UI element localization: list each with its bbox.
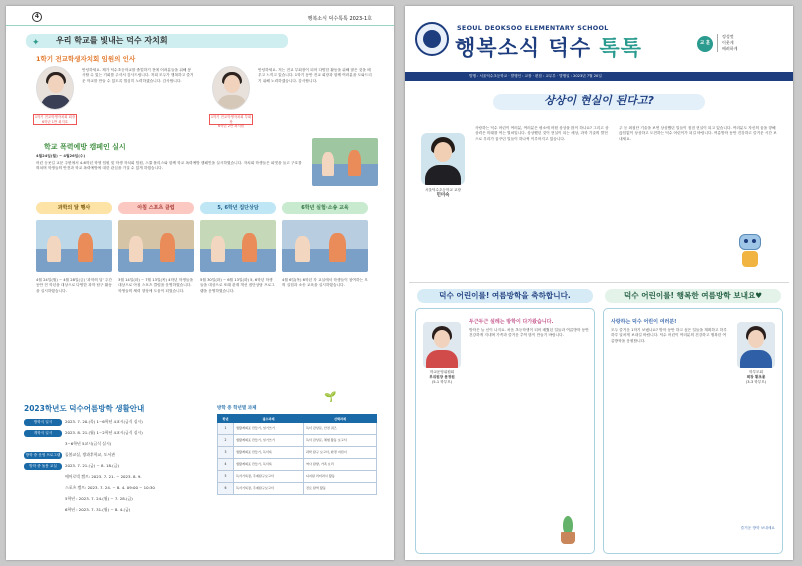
schedule-label [24, 482, 62, 489]
table-row [218, 423, 377, 435]
masthead [405, 6, 793, 72]
principal-text-right: 주 등 최첨단 기술을 보면 상상했던 일들이 점점 현실이 되고 있습니다. 여러분도 자신의 꿈을 향해 끊임없이 상상하고 도전하는 덕수 어린이가 되길 바랍니다. 여름방학 동안 건강하고 즐거운 시간 보내세요. [619, 126, 777, 141]
table-cell: 독서기록장, 주제탐구보고서 [234, 471, 304, 483]
sports-club-tag: 아침 스포츠 클럽 [118, 202, 194, 214]
schedule-value: 5학년 : 2023. 7. 24.(월) ~ 7. 28.(금) [65, 496, 133, 501]
table-cell: 2 [218, 435, 234, 447]
vice-president-photo [212, 66, 250, 110]
vacation-guide-title: 2023학년도 덕수어름방학 생활안내 [24, 404, 145, 413]
table-row [218, 435, 377, 447]
table-header: 학년 [218, 415, 234, 423]
science-month-text: 4월 24일(월) ~ 4월 28일(금) '과학의 달' 주간 동안 전 학년을 대상으로 다양한 과학 탐구 활동을 실시하였습니다. [36, 278, 112, 293]
schedule-label [24, 504, 62, 511]
caption-name: 부위원장 문정원 [429, 375, 455, 379]
anti-violence-title: 학교 폭력예방 캠페인 실시 [44, 143, 126, 151]
schedule-value: 6학년 : 2023. 7. 31.(월) ~ 8. 4.(금) [65, 507, 131, 512]
principal-article-title: 상상이 현실이 된다고? [544, 94, 654, 107]
table-cell: 독서 감상문, 안전 퀴즈 [303, 423, 376, 435]
schedule-value: 에어로빅 캠프: 2023. 7. 21. ~ 2023. 8. 9. [65, 474, 142, 479]
principal-caption-role: 서울덕수초등학교 교장 [425, 188, 461, 192]
caption-org: 학부모회 [749, 370, 763, 374]
publication-info-bar: 발행 : 서울덕수초등학교 · 발행인 : 교장 · 편집 : 교무부 · 발행일 : 2023년 7월 20일 [405, 72, 793, 81]
parents-greeting-banner: 덕수 어린이를! 행복한 여름방학 보내요♥ [605, 289, 781, 303]
table-header: 필수과제 [234, 415, 304, 423]
table-row [218, 447, 377, 459]
school-seal-icon [415, 22, 449, 56]
table-header-row [218, 415, 377, 423]
schedule-label [24, 438, 62, 445]
table-cell: 6 [218, 483, 234, 495]
table-cell: 생활계획표 만들기, 독서록 [234, 447, 304, 459]
group-counseling-tag: 5, 6학년 집단상담 [200, 202, 276, 214]
caption-class: (5-1 학부모) [431, 380, 453, 384]
schedule-value: 3~6학년 5교시(급식 실시) [65, 441, 112, 446]
president-caption [33, 114, 77, 125]
science-month-tag: 과학의 달 행사 [36, 202, 112, 214]
table-cell: 생활계획표 만들기, 일기쓰기 [234, 435, 304, 447]
homework-table [217, 414, 377, 495]
table-cell: 역사 탐방, 가족 요리 [303, 459, 376, 471]
sparkle-icon: ✦ [32, 38, 40, 48]
schedule-row [24, 471, 214, 482]
section-divider [409, 282, 789, 283]
sports-club-photo [118, 220, 194, 272]
officer-greeting-title: 1학기 전교학생자치회 임원의 인사 [36, 55, 136, 63]
vice-chair-photo [423, 322, 461, 368]
schedule-row [24, 427, 214, 438]
caption-name: 회장 황초롱 [746, 375, 766, 379]
sports-club-text: 3월 14일(화) ~ 7월 13일(목) 4학년 학생들을 대상으로 아침 스포츠 클럽을 운영하였습니다. 학생들의 체력 향상에 도움이 되었습니다. [118, 278, 194, 293]
principal-article-banner [493, 88, 705, 116]
student-council-title: 우리 학교를 빛내는 덕수 자치회 [56, 36, 168, 45]
closing-message: 즐거운 방학 보내세요 [740, 526, 775, 530]
vice-chair-caption [419, 370, 465, 385]
president-photo [36, 66, 74, 110]
anti-violence-text: 어린 등굣길 교문 주변에서 4-6학년 학생 임원 및 학생 자치회 임원, 스쿨 폴리스와 함께 학교 폭력예방 캠페인을 실시하였습니다. 자치회 학생들은 피켓을 들고 구호를 외치며 학생들의 안전과 학교 폭력예방에 대한 관심을 가질 수 있게 하였습니다. [36, 161, 302, 171]
newsletter-title-main: 행복소식 덕수 [455, 36, 592, 60]
table-cell: 독서기록장, 주제탐구보고서 [234, 483, 304, 495]
table-header: 선택과제 [303, 415, 376, 423]
page-number: 4 [32, 12, 42, 22]
schedule-row [24, 460, 214, 471]
president-caption-name: 6학년 1반 최지호 [41, 119, 69, 124]
schedule-row [24, 493, 214, 504]
parents-letter-heading: 사랑하는 덕수 어린이 여러분! [611, 319, 677, 325]
table-cell: 진로 탐색 활동 [303, 483, 376, 495]
table-cell: 생활계획표 만들기, 독서록 [234, 459, 304, 471]
president-greeting-text: 안녕하세요. 제가 덕수초등학교를 졸업하기 전에 어려분들을 위해 봉사할 수 있는 기회를 주셔서 감사드립니다. 저희 모두가 행복하고 즐거운 학교를 만들 수 있도록 열심히 노력하겠습니다. 감사합니다. [82, 68, 194, 83]
flower-pot-illustration [555, 514, 581, 544]
newsletter-page-1 [405, 6, 793, 560]
table-cell: 디지털 리터러시 활동 [303, 471, 376, 483]
newsletter-title-accent: 톡톡 [599, 36, 642, 60]
schedule-row [24, 416, 214, 427]
table-cell: 생활계획표 만들기, 일기쓰기 [234, 423, 304, 435]
table-row [218, 459, 377, 471]
principal-photo [421, 133, 465, 185]
campaign-photo [312, 138, 378, 186]
motto-line: 배려하게 [722, 46, 738, 51]
mock-trial-text: 4월 6일(목) 6학년 각 교실에서 학생들이 참여하는 모의 실험과 소송 교육을 실시하였습니다. [282, 278, 368, 288]
table-row [218, 471, 377, 483]
counseling-photo [200, 220, 276, 272]
caption-org: 학교운영위원회 [429, 370, 455, 374]
schedule-row [24, 449, 214, 460]
schedule-label [24, 493, 62, 500]
mock-trial-photo [282, 220, 368, 272]
program-table-title: 방학 중 학년별 과제 [217, 406, 257, 411]
science-month-photo [36, 220, 112, 272]
counseling-text: 5월 30일(화) ~ 6월 13일(화) 5, 6학년 학생들을 대상으로 또래 관계 개선 집단상담 프로그램을 운영하였습니다. [200, 278, 275, 293]
schedule-label: 방학 중 운영 프로그램 [25, 453, 61, 457]
schedule-value: 2023. 8. 21.(월) 1~2학년 4교시(급식 실시) [65, 430, 143, 435]
table-cell: 1 [218, 423, 234, 435]
parents-chair-caption [733, 370, 779, 385]
anti-violence-date: 4월24일(월) ~ 4월26일(수) [36, 154, 86, 158]
council-greeting-banner: 덕수 어린이를! 여름방학을 축하합니다. [417, 289, 593, 303]
table-row [218, 483, 377, 495]
schedule-row [24, 504, 214, 515]
school-name-english: SEOUL DEOKSOO ELEMENTARY SCHOOL [457, 24, 609, 32]
council-letter-text: 방학은 늘 신이 나지요. 처음 초등학생이 되어 배웠던 일들과 여름방학 동안 건강하게 지내며 가족과 즐거운 추억 많이 만들기 바랍니다. [469, 328, 589, 338]
parents-chair-photo [737, 322, 775, 368]
schedule-value: 스포츠 캠프: 2023. 7. 24. ~ 8. 4. 09:00 ~ 10:30 [65, 485, 155, 490]
schedule-label: 방학 중 돌봄 교실 [24, 463, 62, 470]
motto-line: 정성껏 [722, 34, 734, 39]
mock-trial-tag: 6학년 실험·소송 교육 [282, 202, 368, 214]
parents-letter-text: 모두 즐거운 1학기 보냈나요? 방학 동안 하고 싶은 일들을 계획하고 하루하루 알차게 보내길 바랍니다. 덕수 어린이 여러분의 건강하고 행복한 여름방학을 응원합니다. [611, 328, 727, 343]
schedule-label: 방학식 일시 [24, 419, 62, 426]
robot-illustration [733, 232, 767, 272]
table-cell: 5 [218, 471, 234, 483]
schedule-row [24, 438, 214, 449]
vice-caption-name: 6학년 2반 최지원 [217, 124, 245, 128]
schedule-value: 2023. 7. 20.(목) 1~6학년 4교시(급식 실시) [65, 419, 143, 424]
newsletter-page-4 [6, 6, 394, 560]
council-letter-heading: 두근두근 설레는 방학이 다가왔습니다. [469, 319, 554, 325]
table-cell: 3 [218, 447, 234, 459]
caption-class: (3-3 학부모) [745, 380, 767, 384]
kids-illustration: 🌱 [324, 392, 337, 403]
schedule-label [24, 471, 62, 478]
principal-caption [419, 188, 467, 198]
school-motto [717, 34, 787, 52]
schedule-row [24, 482, 214, 493]
header-issue: 행복소식 덕수톡톡 2023-1호 [307, 16, 372, 22]
vice-president-caption [209, 114, 253, 128]
table-cell: 과학 탐구 보고서, 환경 지킴이 [303, 447, 376, 459]
principal-text-left: 사랑하는 덕수 어린이 여러분, 여러분은 평소에 어떤 상상을 많이 하나요? 그리고 상상력은 미래를 여는 열쇠입니다. 상상했던 것이 현실이 되는 세상, 과학 기술의 발전으로 우리가 꿈꾸던 일들이 하나씩 이루어지고 있습니다. [475, 126, 609, 141]
page-header [6, 6, 394, 26]
newsletter-title [455, 32, 642, 62]
president-caption-role: 1학기 전교학생자치회 회장 [34, 115, 76, 119]
vice-president-greeting-text: 안녕하세요. 저는 전교 부회장이 되어 다양한 활동을 위해 많은 것을 배우고 느끼고 있습니다. 1학기 동안 전교 회장과 함께 여러분을 도와드리기 위해 노력하겠습니다. 감사합니다. [258, 68, 372, 83]
school-motto-badge: 교 훈 [697, 36, 713, 52]
motto-line: 이웃게 [722, 40, 734, 45]
vice-caption-role: 1학기 전교학생자치회 부회장 [210, 115, 252, 124]
table-cell: 4 [218, 459, 234, 471]
principal-caption-name: 민미숙 [436, 193, 450, 198]
table-cell: 독서 감상문, 체험 활동 보고서 [303, 435, 376, 447]
schedule-value: 2023. 7. 21.(금) ~ 8. 18.(금) [65, 463, 119, 468]
student-council-banner [26, 34, 288, 48]
vacation-schedule-list [24, 416, 214, 515]
schedule-label: 개학식 일시 [24, 430, 62, 437]
schedule-value: 돌봄교실, 방과후학교, 도서관 [65, 452, 116, 457]
